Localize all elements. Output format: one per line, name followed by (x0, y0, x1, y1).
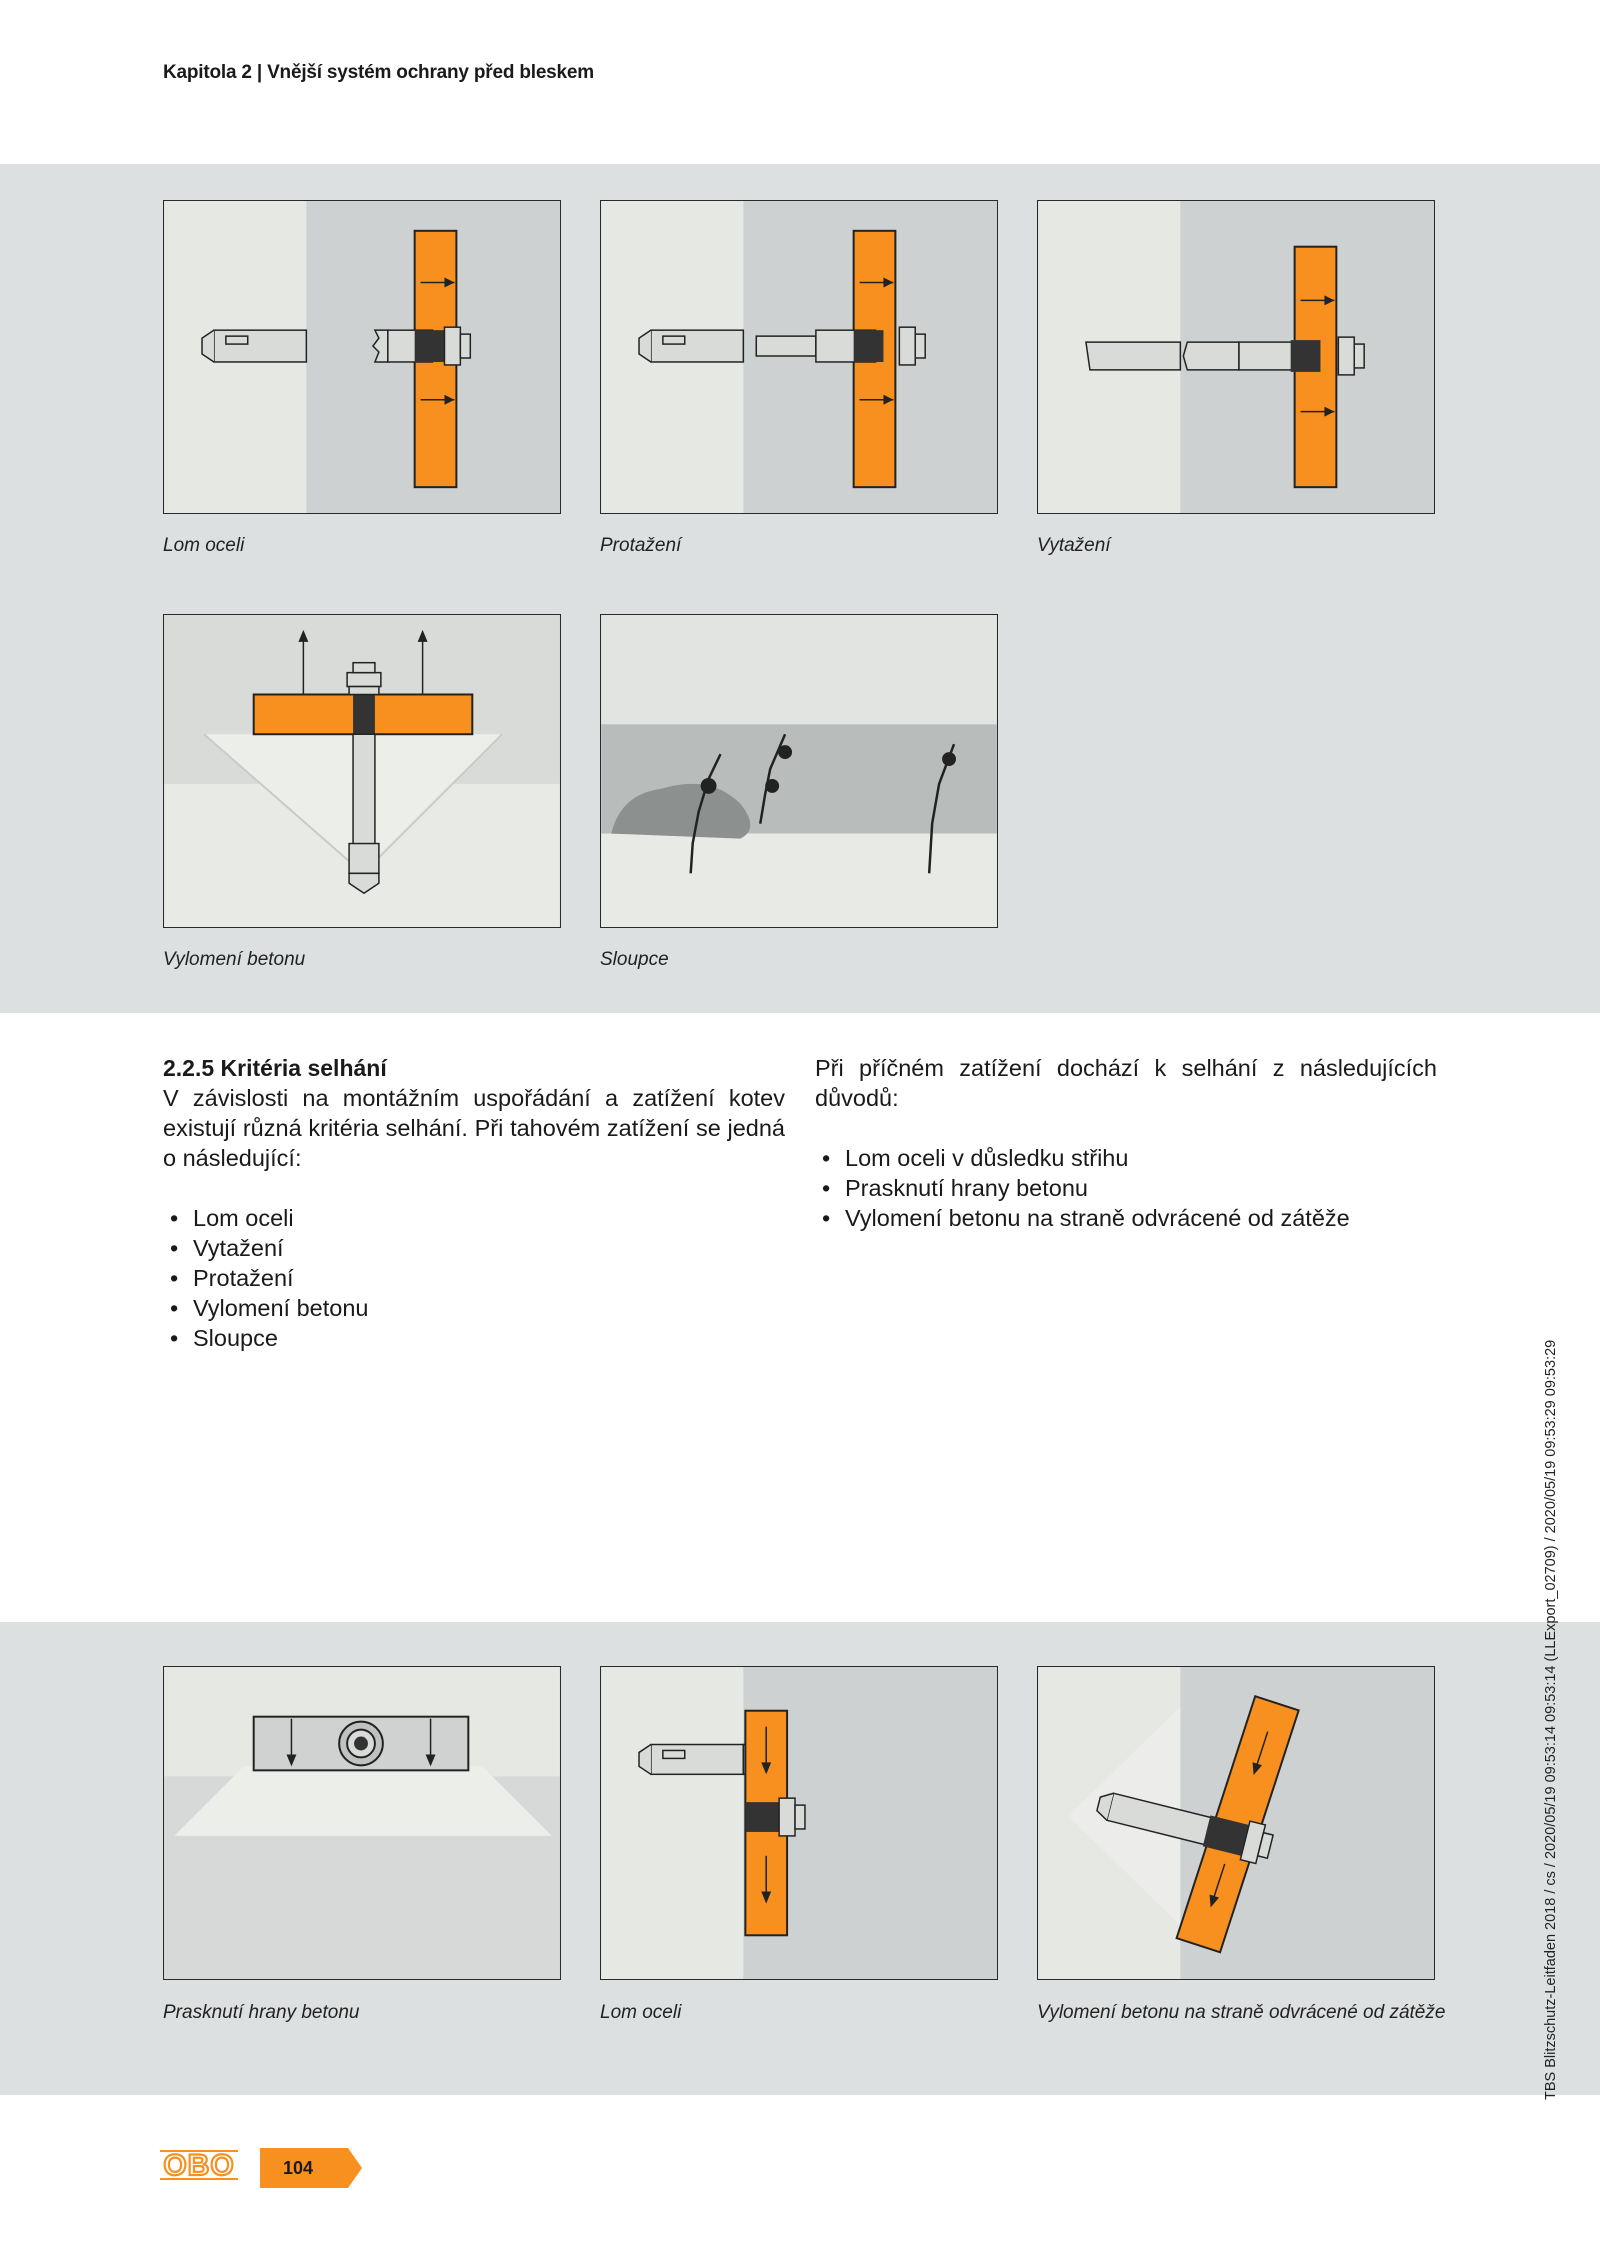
section-intro: V závislosti na montážním uspořádání a zatížení kotev existují různá kritéria selhání. Při tahovém zatížení se jedná o následující: (163, 1085, 785, 1171)
tensile-failure-list (163, 1203, 763, 1353)
list-item: • Lom oceli v důsledku střihu (815, 1143, 1455, 1173)
shear-failure-list (815, 1143, 1455, 1233)
list-item: • Prasknutí hrany betonu (815, 1173, 1455, 1203)
figure-splitting (600, 614, 998, 928)
list-item: • Lom oceli (163, 1203, 763, 1233)
figure-pryout-failure (1037, 1666, 1435, 1980)
section-title: 2.2.5 Kritéria selhání (163, 1055, 387, 1081)
figure-pull-through (600, 200, 998, 514)
page-number: 104 (283, 2158, 314, 2178)
figure-steel-failure-tension (163, 200, 561, 514)
list-item: • Protažení (163, 1263, 763, 1293)
page-header: Kapitola 2 | Vnější systém ochrany před bleskem (163, 62, 594, 83)
figure-concrete-cone (163, 614, 561, 928)
caption-pull-through: Protažení (600, 535, 682, 556)
obo-logo (158, 2148, 240, 2187)
figure-steel-failure-shear (600, 1666, 998, 1980)
list-item: • Vylomení betonu (163, 1293, 763, 1323)
sidebar-metadata: TBS Blitzschutz-Leitfaden 2018 / cs / 2020/05/19 09:53:14 09:53:14 (LLExport_02709) / 2020/05/19 09:53:29 09:53:29 (1543, 1339, 1559, 2100)
list-item: • Vylomení betonu na straně odvrácené od zátěže (815, 1203, 1455, 1233)
caption-concrete-edge-failure: Prasknutí hrany betonu (163, 2002, 360, 2023)
list-item: • Sloupce (163, 1323, 763, 1353)
shear-intro: Při příčném zatížení dochází k selhání z následujících důvodů: (815, 1055, 1437, 1111)
caption-concrete-cone: Vylomení betonu (163, 949, 306, 970)
logo-text: OBO (163, 2149, 235, 2182)
caption-steel-failure-shear: Lom oceli (600, 2002, 682, 2023)
caption-splitting: Sloupce (600, 949, 669, 970)
caption-pryout-failure: Vylomení betonu na straně odvrácené od zátěže (1037, 2002, 1446, 2023)
caption-steel-failure: Lom oceli (163, 535, 245, 556)
figure-concrete-edge-failure (163, 1666, 561, 1980)
caption-pull-out: Vytažení (1037, 535, 1111, 556)
list-item: • Vytažení (163, 1233, 763, 1263)
figure-pull-out (1037, 200, 1435, 514)
